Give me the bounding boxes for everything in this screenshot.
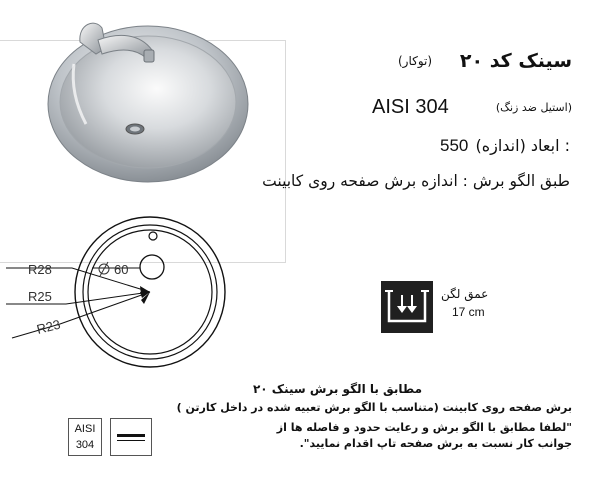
hole-diameter-label: 60 <box>114 262 129 277</box>
cut-template-diagram <box>0 206 260 386</box>
product-title: سینک کد ۲۰ <box>459 50 572 72</box>
diameter-symbol <box>99 262 109 276</box>
notes-line-1: برش صفحه روی کابینت (متناسب با الگو برش تعبیه شده در داخل کارتن ) <box>176 401 572 414</box>
size-label: : ابعاد (اندازه) <box>475 136 570 155</box>
depth-value: 17 cm <box>452 305 485 319</box>
product-title-note: (توکار) <box>398 54 433 68</box>
depth-label: عمق لگن <box>441 287 489 301</box>
radius-label-2: R25 <box>28 289 52 304</box>
material-value: AISI 304 <box>372 96 449 118</box>
notes-line-2: "لطفا مطابق با الگو برش و رعایت حدود و فاصله ها از <box>276 421 572 434</box>
material-badge-line-2: 304 <box>75 439 95 451</box>
size-value: 550 <box>440 136 469 155</box>
sink-photo <box>40 14 250 184</box>
radius-label-3: R23 <box>35 316 62 337</box>
frame-line-right <box>285 40 286 262</box>
tap-hole <box>140 255 164 279</box>
notes-title: مطابق با الگو برش سینک ۲۰ <box>252 382 422 396</box>
dimension-arrows <box>140 286 150 304</box>
depth-icon <box>381 281 433 333</box>
material-badge-line-1: AISI <box>74 423 96 435</box>
screw-hole <box>149 232 157 240</box>
inset-install-icon <box>110 418 152 456</box>
material-note: (استیل ضد زنگ) <box>495 101 572 114</box>
material-badge <box>68 418 102 456</box>
cut-template-line: طبق الگو برش : اندازه برش صفحه روی کابینت <box>262 172 570 190</box>
radius-label-1: R28 <box>28 262 52 277</box>
notes-line-3: جوانب کار نسبت به برش صفحه تاپ اقدام نمایید". <box>299 437 572 450</box>
